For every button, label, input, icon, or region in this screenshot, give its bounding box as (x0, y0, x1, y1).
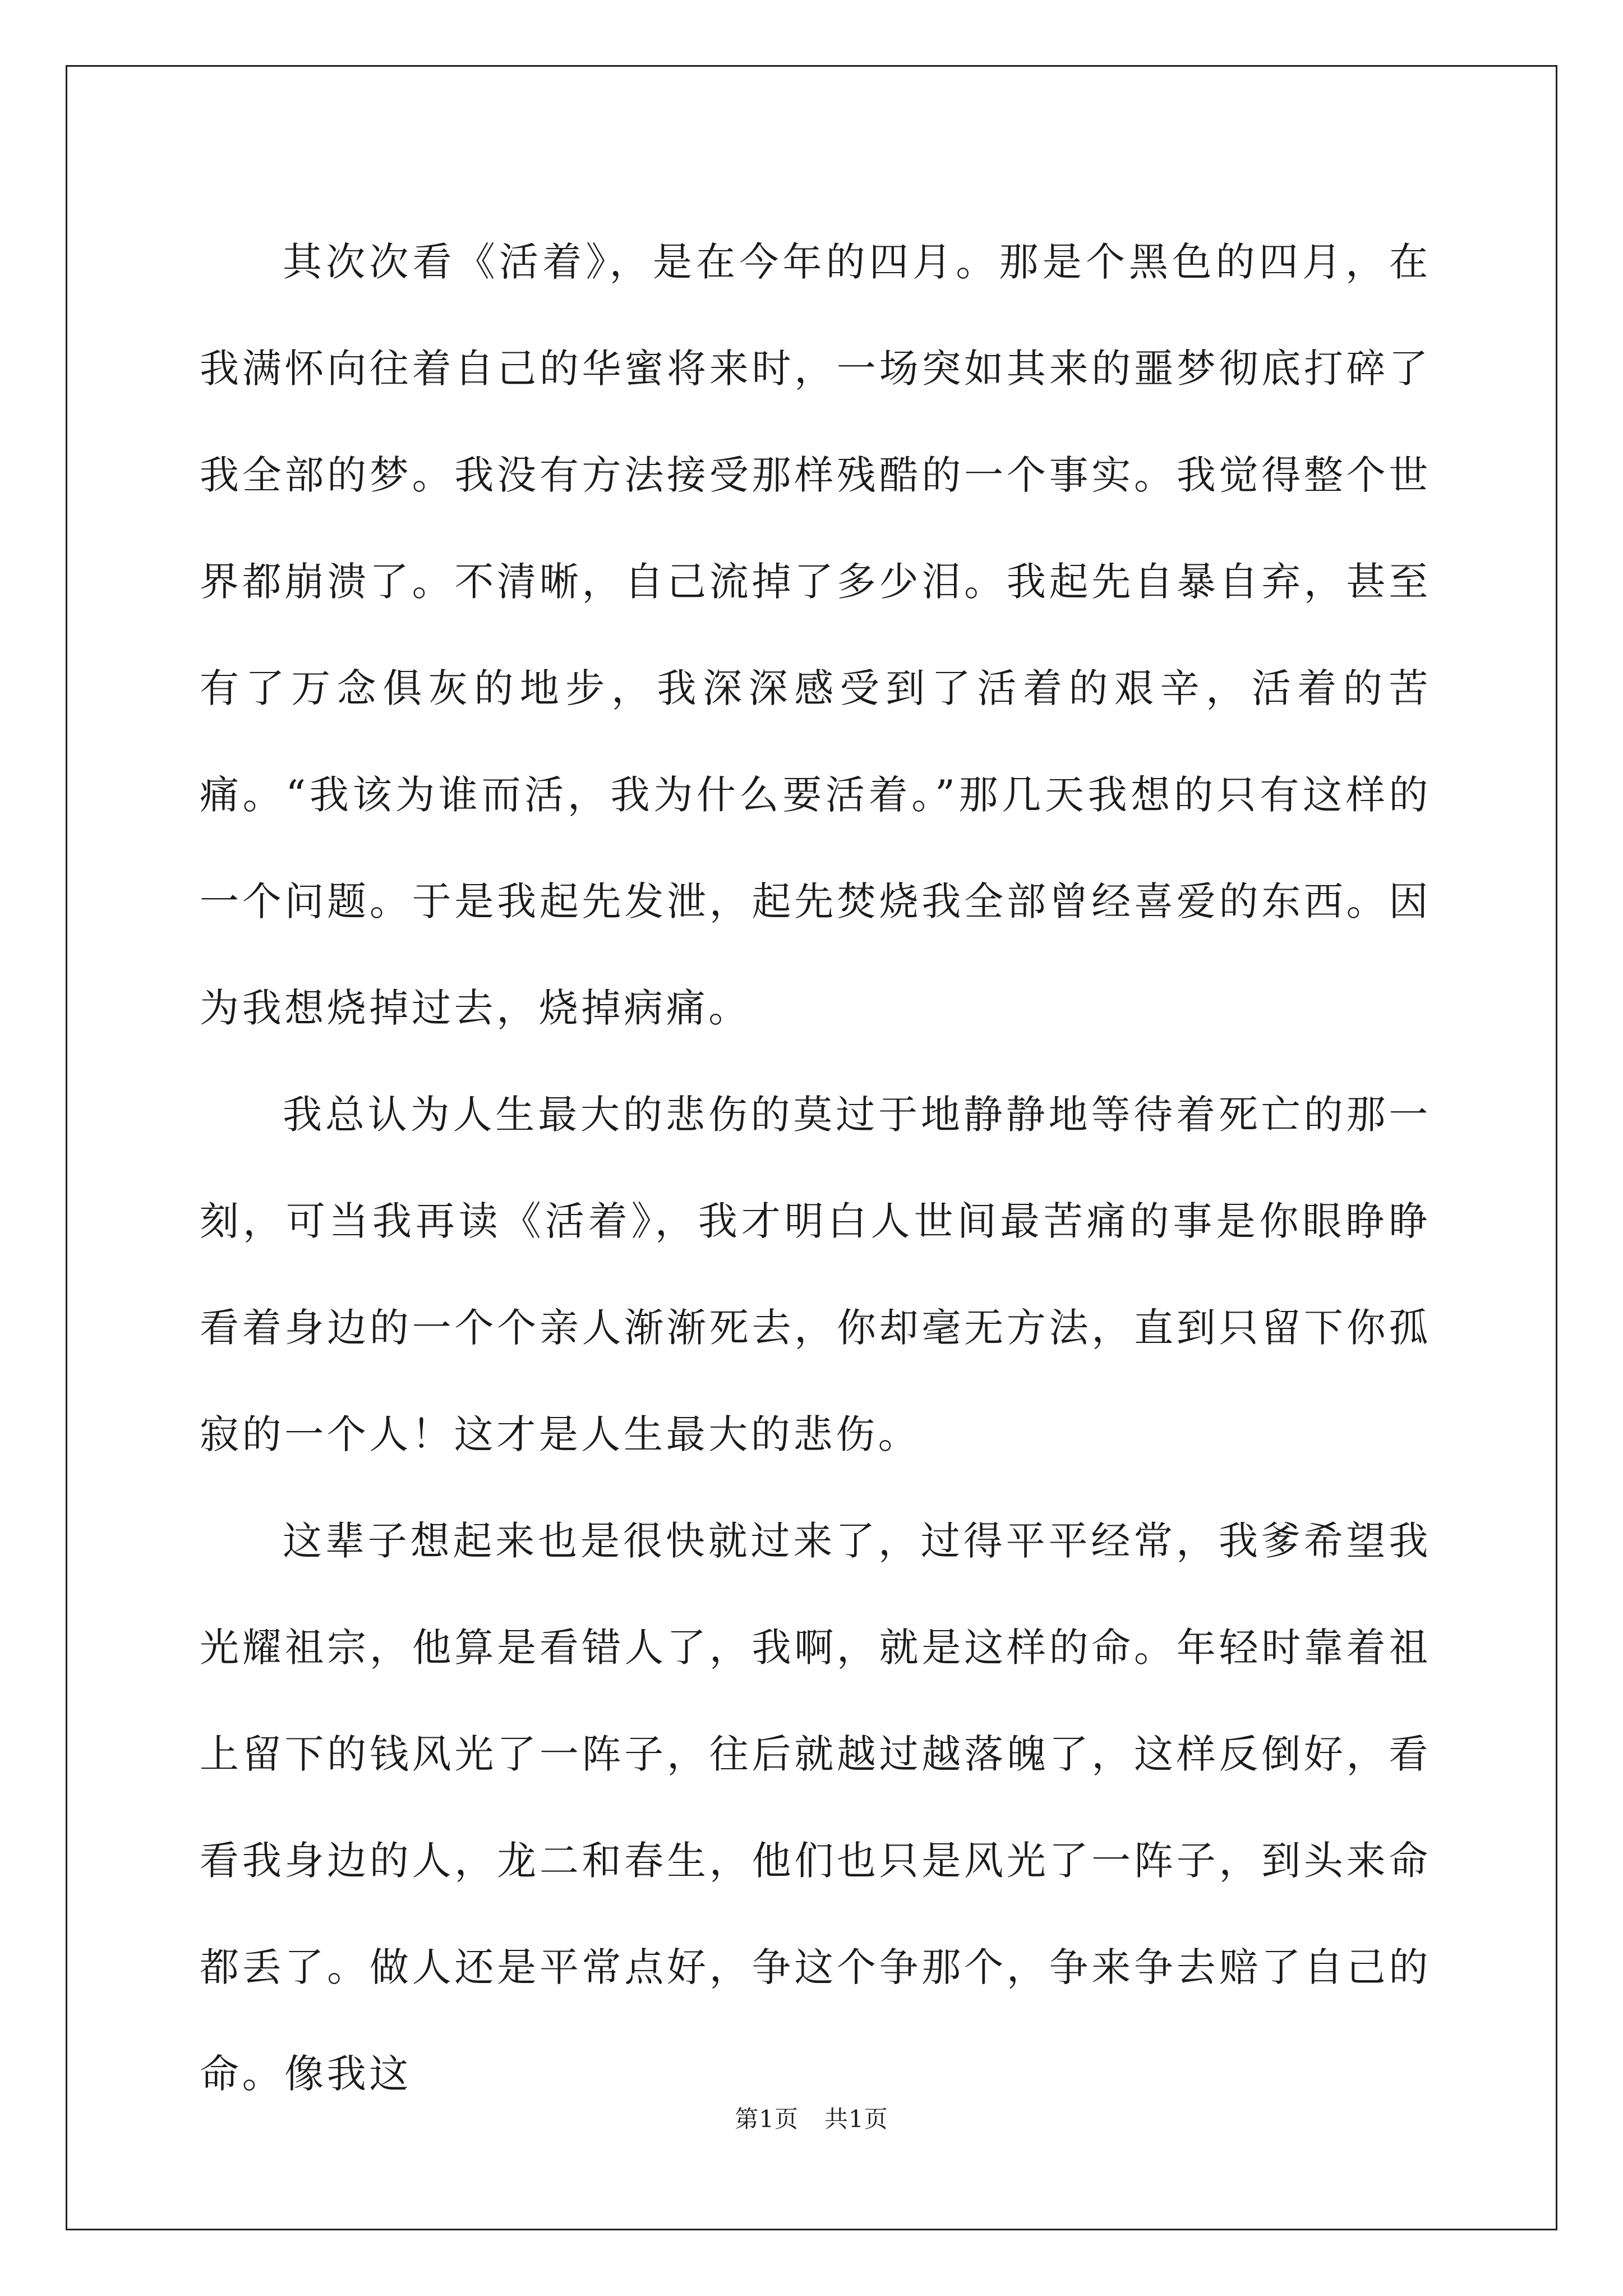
page-number: 第1页 (735, 2105, 799, 2133)
paragraph-2: 我总认为人生最大的悲伤的莫过于地静静地等待着死亡的那一刻，可当我再读《活着》，我才明白人世间最苦痛的事是你眼睁睁看着身边的一个个亲人渐渐死去，你却毫无方法，直到只留下你孤寂的一个人！这才是人生最大的悲伤。 (200, 1092, 1431, 1457)
page-footer (0, 2102, 1623, 2136)
document-body (200, 209, 1431, 2127)
paragraph-1: 其次次看《活着》，是在今年的四月。那是个黑色的四月，在我满怀向往着自己的华蜜将来时，一场突如其来的噩梦彻底打碎了我全部的梦。我没有方法接受那样残酷的一个事实。我觉得整个世界都崩溃了。不清晰，自己流掉了多少泪。我起先自暴自弃，甚至有了万念俱灰的地步，我深深感受到了活着的艰辛，活着的苦痛。“我该为谁而活，我为什么要活着。”那几天我想的只有这样的一个问题。于是我起先发泄，起先焚烧我全部曾经喜爱的东西。因为我想烧掉过去，烧掉病痛。 (200, 239, 1431, 1031)
page-total: 共1页 (824, 2105, 888, 2133)
paragraph-3: 这辈子想起来也是很快就过来了，过得平平经常，我爹希望我光耀祖宗，他算是看错人了，我啊，就是这样的命。年轻时靠着祖上留下的钱风光了一阵子，往后就越过越落魄了，这样反倒好，看看我身边的人，龙二和春生，他们也只是风光了一阵子，到头来命都丢了。做人还是平常点好，争这个争那个，争来争去赔了自己的命。像我这 (200, 1518, 1431, 2097)
